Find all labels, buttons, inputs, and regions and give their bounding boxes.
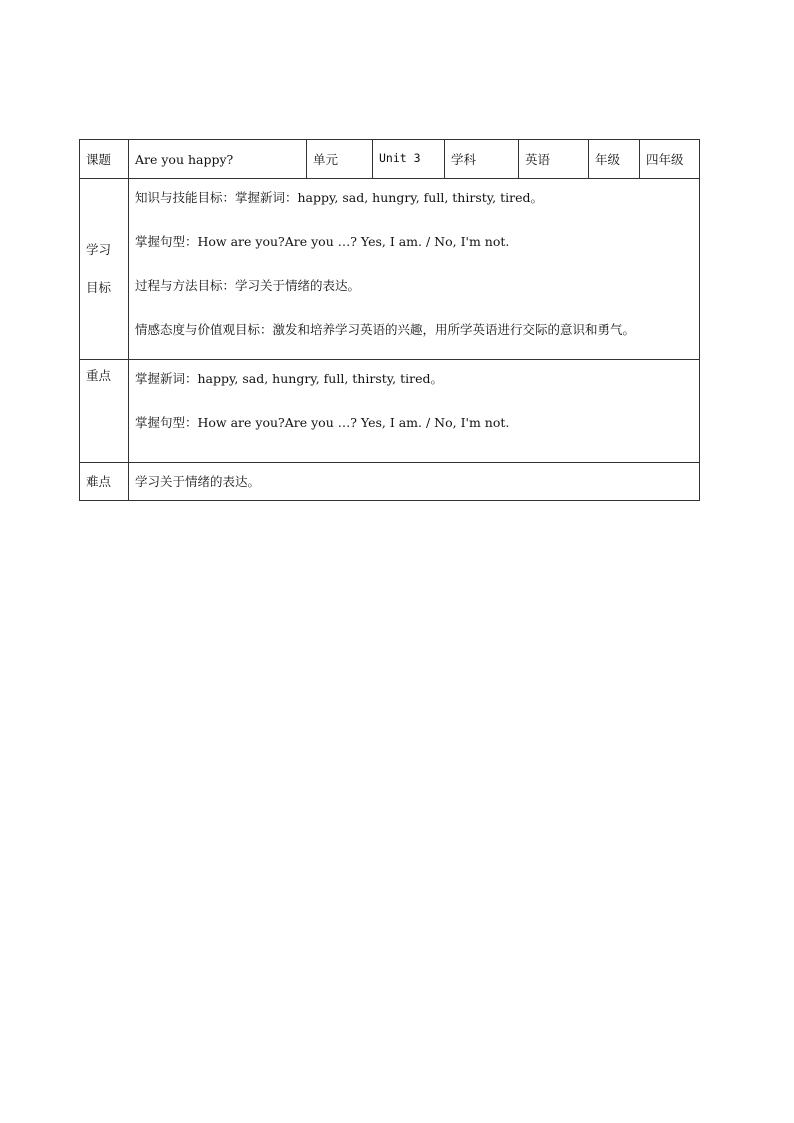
key-points-row — [80, 360, 700, 463]
goal-sentence-patterns: 掌握句型：How are you?Are you …? Yes, I am. / No, I'm not. — [135, 234, 510, 249]
grade-label: 年级 — [589, 140, 640, 179]
goals-content — [129, 179, 700, 360]
subject-value: 英语 — [519, 140, 589, 179]
goals-row — [80, 179, 700, 360]
lesson-plan-table — [79, 139, 700, 501]
topic-label: 课题 — [80, 140, 129, 179]
goals-label — [80, 179, 129, 360]
goal-attitudes-values: 情感态度与价值观目标：激发和培养学习英语的兴趣，用所学英语进行交际的意识和勇气。 — [135, 322, 636, 337]
grade-value: 四年级 — [640, 140, 700, 179]
goals-label-line2: 目标 — [86, 280, 112, 295]
key-point-vocabulary: 掌握新词：happy, sad, hungry, full, thirsty, tired。 — [135, 371, 443, 386]
difficulty-row — [80, 463, 700, 501]
goals-label-line1: 学习 — [86, 242, 112, 257]
header-row — [80, 140, 700, 179]
goal-process-methods: 过程与方法目标：学习关于情绪的表达。 — [135, 278, 361, 293]
topic-value: Are you happy? — [129, 140, 307, 179]
key-points-label: 重点 — [80, 360, 129, 463]
subject-label: 学科 — [445, 140, 519, 179]
difficulty-label: 难点 — [80, 463, 129, 501]
unit-value: Unit 3 — [373, 140, 445, 179]
key-point-sentences: 掌握句型：How are you?Are you …? Yes, I am. / No, I'm not. — [135, 415, 510, 430]
difficulty-content: 学习关于情绪的表达。 — [129, 463, 700, 501]
unit-label: 单元 — [307, 140, 373, 179]
goal-knowledge-skills: 知识与技能目标：掌握新词：happy, sad, hungry, full, thirsty, tired。 — [135, 190, 543, 205]
key-points-content — [129, 360, 700, 463]
